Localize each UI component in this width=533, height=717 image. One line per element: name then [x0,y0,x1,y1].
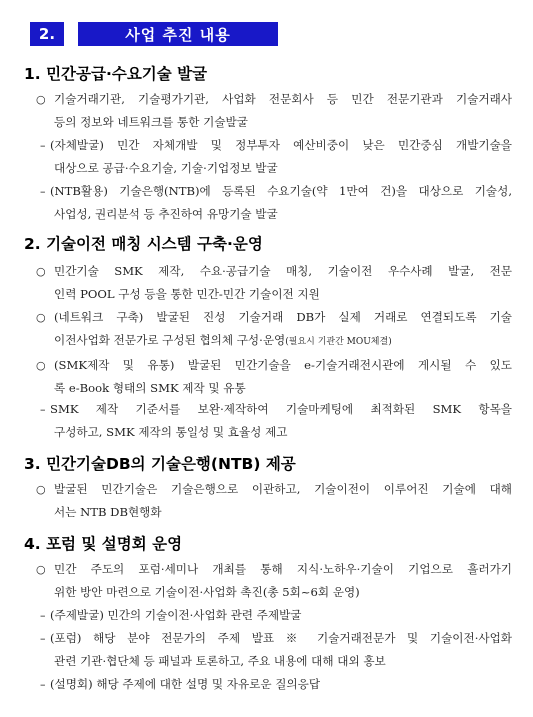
dash-item: – (포럼) 해당 분야 전문가의 주제 발표 ※ 기술거래전문가 및 기술이전·사업화 관련 기관·협단체 등 패널과 토론하고, 주요 내용에 대해 대외 홍보 [40,627,512,673]
dash-item: – SMK 제작 기준서를 보완·제작하여 기술마케팅에 최적화된 SMK 항목을 구성하고, SMK 제작의 통일성 및 효율성 제고 [40,398,512,444]
dash-bullet-icon: – [40,678,46,691]
circle-bullet-icon: ○ [36,93,46,106]
dash-item: – (주제발굴) 민간의 기술이전·사업화 관련 주제발굴 [40,604,512,627]
dash-bullet-icon: – [40,185,46,198]
dash-item: – (자체발굴) 민간 자체개발 및 정부투자 예산비중이 낮은 민간중심 개발기술을 대상으로 공급·수요기술, 기술·기업정보 발굴 [40,134,512,180]
heading-3: 3. 민간기술DB의 기술은행(NTB) 제공 [24,455,296,473]
dash-bullet-icon: – [40,403,46,416]
circle-bullet-icon: ○ [36,483,46,496]
dash-item: – (설명회) 해당 주제에 대한 설명 및 자유로운 질의응답 [40,673,512,696]
circle-bullet-icon: ○ [36,265,46,278]
circle-bullet-icon: ○ [36,359,46,372]
bullet-item: ○ 기술거래기관, 기술평가기관, 사업화 전문회사 등 민간 전문기관과 기술거래사 등의 정보와 네트워크를 통한 기술발굴 [36,88,512,134]
bullet-item: ○ 민간 주도의 포럼·세미나 개최를 통해 지식·노하우·기술이 기업으로 흘러가기 위한 방안 마련으로 기술이전·사업화 촉진(총 5회~6회 운영) [36,558,512,604]
section-title-bar [30,22,278,46]
circle-bullet-icon: ○ [36,563,46,576]
dash-bullet-icon: – [40,632,46,645]
section-title: 사업 추진 내용 [78,22,278,46]
dash-bullet-icon: – [40,609,46,622]
bullet-item: ○ 발굴된 민간기술은 기술은행으로 이관하고, 기술이전이 이루어진 기술에 대해 서는 NTB DB현행화 [36,478,512,524]
dash-bullet-icon: – [40,139,46,152]
heading-4: 4. 포럼 및 설명회 운영 [24,535,183,553]
dash-item: – (NTB활용) 기술은행(NTB)에 등록된 수요기술(약 1만여 건)을 대상으로 기술성, 사업성, 권리분석 등 추진하여 유망기술 발굴 [40,180,512,226]
heading-2: 2. 기술이전 매칭 시스템 구축·운영 [24,235,263,253]
bullet-item: ○ (네트워크 구축) 발굴된 진성 기술거래 DB가 실제 거래로 연결되도록 기술 이전사업화 전문가로 구성된 협의체 구성·운영(필요시 기관간 MOU체결) [36,306,512,352]
bullet-item: ○ 민간기술 SMK 제작, 수요·공급기술 매칭, 기술이전 우수사례 발굴, 전문 인력 POOL 구성 등을 통한 민간-민간 기술이전 지원 [36,260,512,306]
section-number: 2. [30,22,64,46]
circle-bullet-icon: ○ [36,311,46,324]
bullet-item: ○ (SMK제작 및 유통) 발굴된 민간기술을 e-기술거래전시관에 게시될 수 있도 록 e-Book 형태의 SMK 제작 및 유통 [36,354,512,400]
heading-1: 1. 민간공급·수요기술 발굴 [24,65,208,83]
